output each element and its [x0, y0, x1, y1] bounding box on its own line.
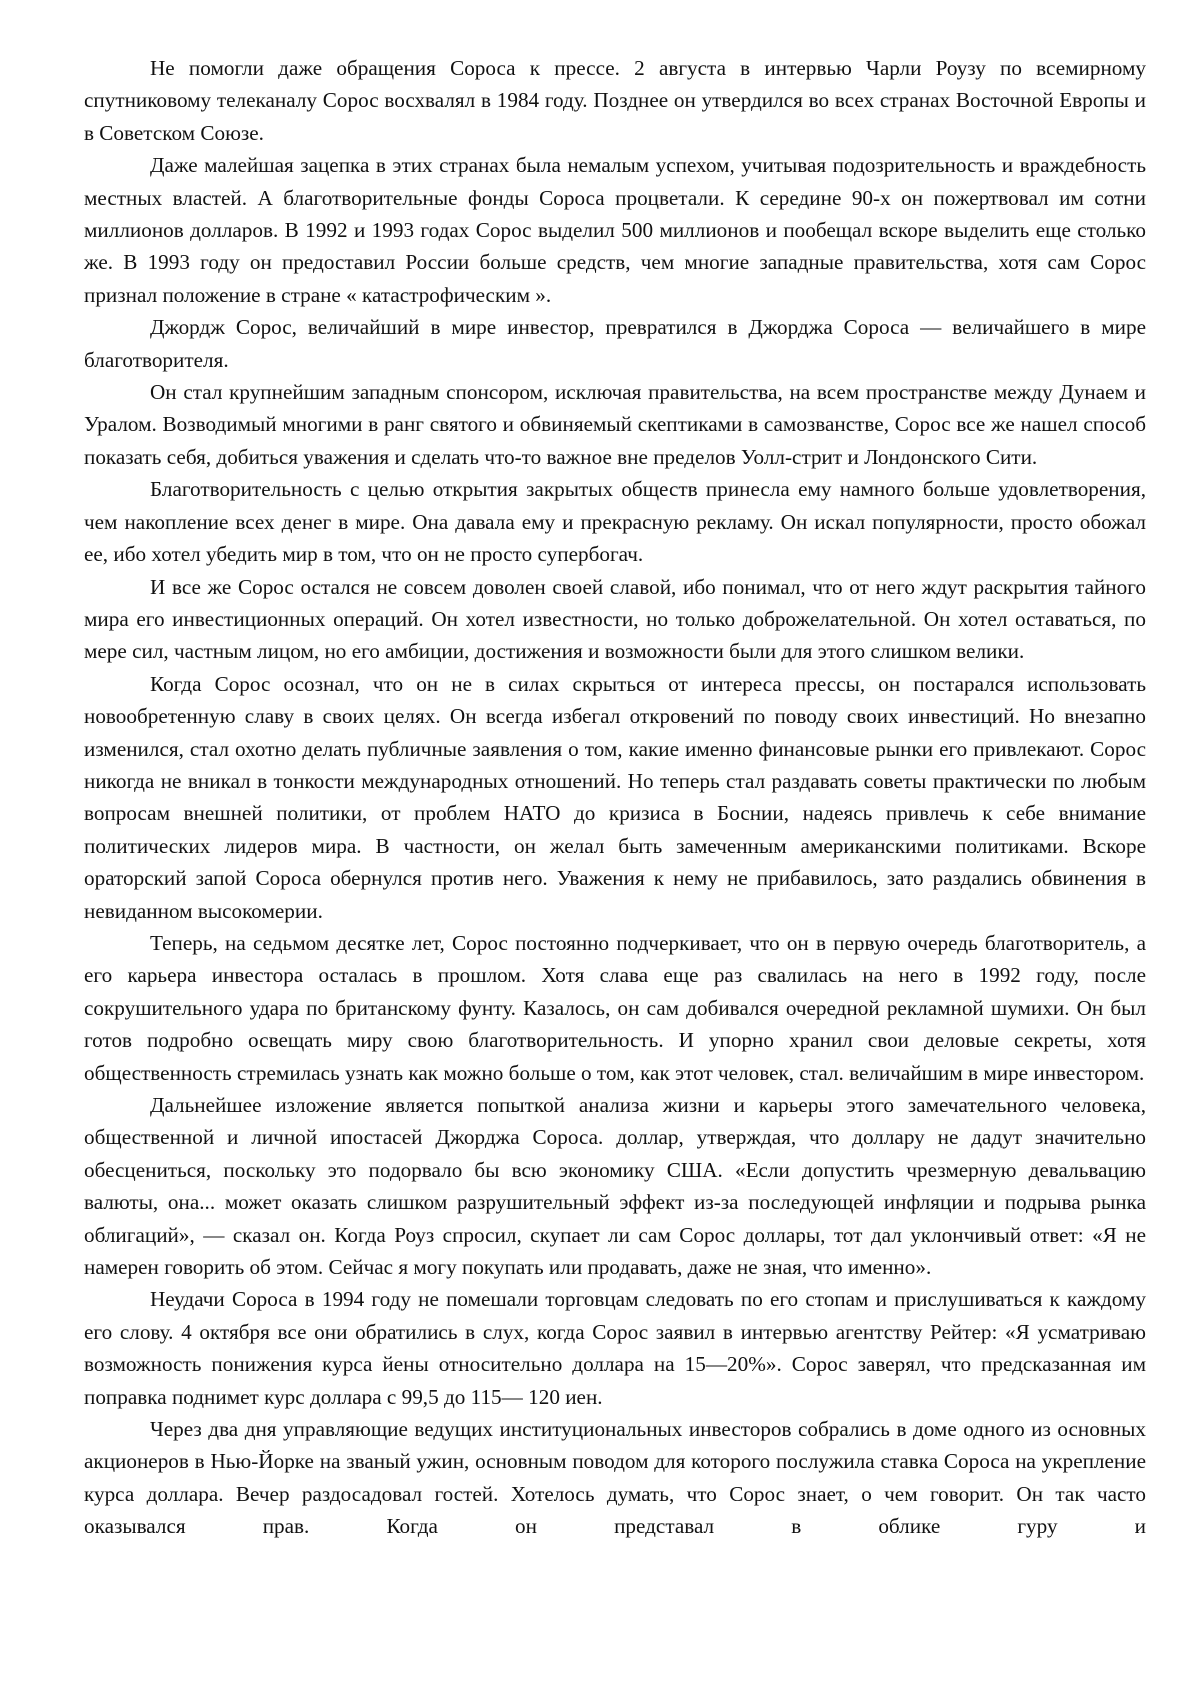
paragraph-5: Благотворительность с целью открытия закрытых обществ принесла ему намного больше удовлетворения, чем накопление всех денег в мире. Она давала ему и прекрасную рекламу. Он искал популярности, просто обожал ее, ибо хотел убедить мир в том, что он не просто супербогач. — [84, 477, 1146, 567]
paragraph-10: Неудачи Сороса в 1994 году не помешали торговцам следовать по его стопам и прислушиваться к каждому его слову. 4 октября все они обратились в слух, когда Сорос заявил в интервью агентству Рейтер: «Я усматриваю возможность понижения курса йены относительно доллара на 15—20%». Сорос заверял, что предсказанная им поправка поднимет курс доллара с 99,5 до 115— 120 иен. — [84, 1287, 1146, 1409]
paragraph-3: Джордж Сорос, величайший в мире инвестор, превратился в Джорджа Сороса — величайшего в мире благотворителя. — [84, 315, 1146, 372]
document-page — [84, 52, 1146, 1543]
paragraph-1: Не помогли даже обращения Сороса к прессе. 2 августа в интервью Чарли Роузу по всемирному спутниковому телеканалу Сорос восхвалял в 1984 году. Позднее он утвердился во всех странах Восточной Европы и в Советском Союзе. — [84, 56, 1146, 145]
paragraph-8: Теперь, на седьмом десятке лет, Сорос постоянно подчеркивает, что он в первую очередь благотворитель, а его карьера инвестора осталась в прошлом. Хотя слава еще раз свалилась на него в 1992 году, после сокрушительного удара по британскому фунту. Казалось, он сам добивался очередной рекламной шумихи. Он был готов подробно освещать миру свою благотворительность. И упорно хранил свои деловые секреты, хотя общественность стремилась узнать как можно больше о том, как этот человек, стал. величайшим в мире инвестором. — [84, 930, 1146, 1085]
paragraph-7: Когда Сорос осознал, что он не в силах скрыться от интереса прессы, он постарался использовать новообретенную славу в своих целях. Он всегда избегал откровений по поводу своих инвестиций. Но внезапно изменился, стал охотно делать публичные заявления о том, какие именно финансовые рынки его привлекают. Сорос никогда не вникал в тонкости международных отношений. Но теперь стал раздавать советы практически по любым вопросам внешней политики, от проблем НАТО до кризиса в Боснии, надеясь привлечь к себе внимание политических лидеров мира. В частности, он желал быть замеченным американскими политиками. Вскоре ораторский запой Сороса обернулся против него. Уважения к нему не прибавилось, зато раздались обвинения в невиданном высокомерии. — [84, 671, 1146, 923]
paragraph-2: Даже малейшая зацепка в этих странах была немалым успехом, учитывая подозрительность и враждебность местных властей. А благотворительные фонды Сороса процветали. К середине 90-х он пожертвовал им сотни миллионов долларов. В 1992 и 1993 годах Сорос выделил 500 миллионов и пообещал вскоре выделить еще столько же. В 1993 году он предоставил России больше средств, чем многие западные правительства, хотя сам Сорос признал положение в стране « катастрофическим ». — [84, 153, 1146, 307]
paragraph-4: Он стал крупнейшим западным спонсором, исключая правительства, на всем пространстве между Дунаем и Уралом. Возводимый многими в ранг святого и обвиняемый скептиками в самозванстве, Сорос все же нашел способ показать себя, добиться уважения и сделать что-то важное вне пределов Уолл-стрит и Лондонского Сити. — [84, 380, 1146, 469]
paragraph-11: Через два дня управляющие ведущих институциональных инвесторов собрались в доме одного из основных акционеров в Нью-Йорке на званый ужин, основным поводом для которого послужила ставка Сороса на укрепление курса доллара. Вечер раздосадовал гостей. Хотелось думать, что Сорос знает, о чем говорит. Он так часто оказывался прав. Когда он представал в облике гуру и — [84, 1417, 1146, 1539]
paragraph-6: И все же Сорос остался не совсем доволен своей славой, ибо понимал, что от него ждут раскрытия тайного мира его инвестиционных операций. Он хотел известности, но только доброжелательной. Он хотел оставаться, по мере сил, частным лицом, но его амбиции, достижения и возможности были для этого слишком велики. — [84, 574, 1146, 664]
paragraph-9: Дальнейшее изложение является попыткой анализа жизни и карьеры этого замечательного человека, общественной и личной ипостасей Джорджа Сороса. доллар, утверждая, что доллару не дадут значительно обесцениться, поскольку это подорвало бы всю экономику США. «Если допустить чрезмерную девальвацию валюты, она... может оказать слишком разрушительный эффект из-за последующей инфляции и подрыва рынка облигаций», — сказал он. Когда Роуз спросил, скупает ли сам Сорос доллары, тот дал уклончивый ответ: «Я не намерен говорить об этом. Сейчас я могу покупать или продавать, даже не зная, что именно». — [84, 1093, 1146, 1280]
